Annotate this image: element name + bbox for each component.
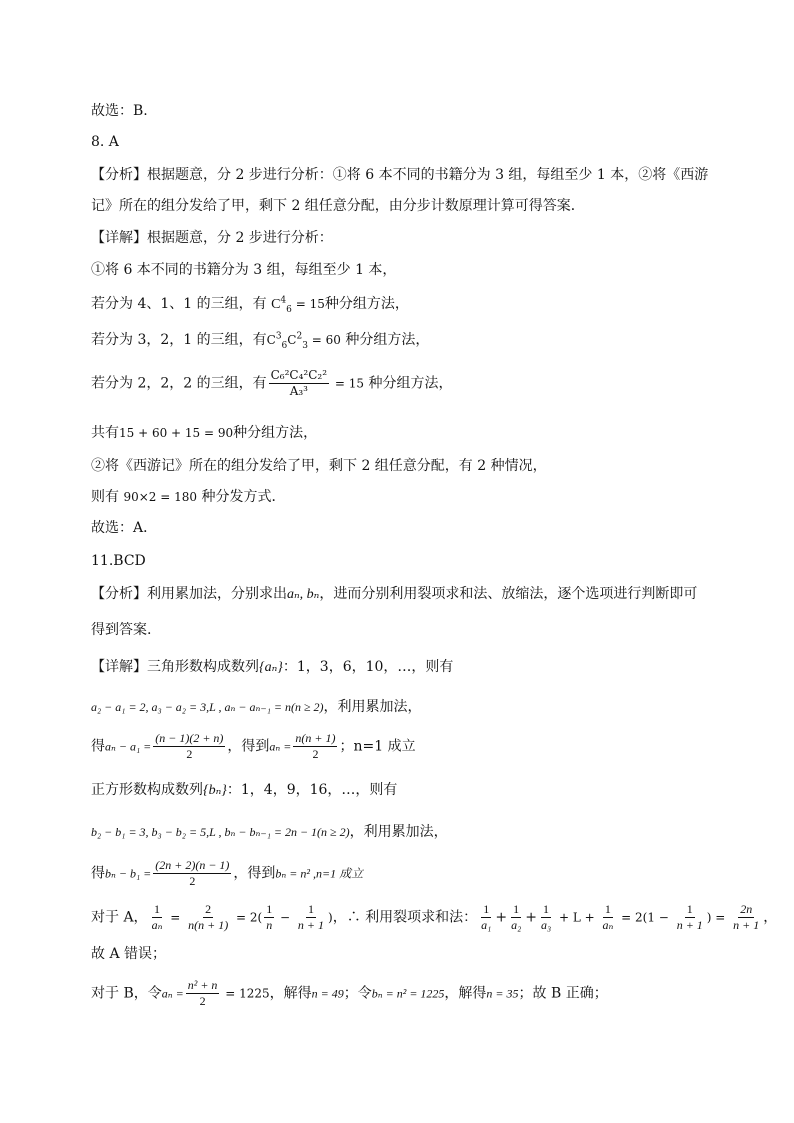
detail-8-line6: 共有15 + 60 + 15 = 90种分组方法， — [91, 425, 318, 441]
detail-8-line1: 【详解】根据题意，分 2 步进行分析： — [91, 230, 333, 246]
fraction: $\frac{1}{\text{a₁}}$ — [481, 902, 492, 932]
detail-11-line7: 对于 A， $\frac{1}{\text{aₙ}}$ = $\frac{2}{n(n + 1)}$ = 2( $\frac{1}{n}$ − $\frac{1}{n + 1}$ )，∴ 利用裂项求和法： $\frac{1}{\text{a₁}}$ + $\frac{1}{\text{a₂}}$ + $\frac{1}{\text{a₃}}$ + L + $\frac{1}{\text{aₙ}}$ = 2(1 − $\frac{1}{n + 1}$ ) = $\frac{2n}{n + 1}$ ， — [91, 902, 778, 932]
fraction: $\frac{\text{n² + n}}{2}$ — [187, 978, 218, 1008]
analysis-11-line2: 得到答案. — [91, 622, 152, 638]
fraction: $\frac{n(n + 1)}{2}$ — [295, 731, 336, 761]
detail-11-line3: 得aₙ − a₁ = $\frac{(n - 1)(2 + n)}{2}$ ，得到aₙ = $\frac{n(n + 1)}{2}$ ；n=1 成立 — [91, 731, 416, 761]
fraction: $\frac{2}{n(n + 1)}$ — [188, 902, 229, 932]
analysis-tag: 【分析】 — [91, 167, 147, 183]
detail-11-line8: 故 A 错误； — [91, 946, 167, 962]
fraction: $\frac{1}{\text{a₃}}$ — [540, 902, 552, 932]
detail-tag: 【详解】 — [91, 659, 147, 675]
question-11-heading: 11.BCD — [91, 553, 146, 569]
detail-tag: 【详解】 — [91, 230, 147, 246]
fraction: $\frac{1}{n + 1}$ — [297, 902, 325, 932]
detail-8-line3: 若分为 4、1、1 的三组，有 $C^4_6 = 15$种分组方法， — [91, 295, 409, 315]
fraction: $\frac{1}{\text{a₂}}$ — [511, 902, 522, 932]
fraction: $\frac{(2n + 2)(n - 1)}{2}$ — [155, 858, 230, 888]
question-8-heading: 8. A — [91, 134, 119, 150]
answer-a-line: 故选：A． — [91, 520, 158, 536]
detail-8-line5: 若分为 2，2，2 的三组，有 $\frac{\text{C₆²C₄²C₂²}}{\text{A₃³}}$ = 15 种分组方法， — [91, 368, 453, 398]
detail-8-line8: 则有 90×2 = 180 种分发方式． — [91, 489, 286, 505]
detail-11-line6: 得bₙ − b₁ = $\frac{(2n + 2)(n - 1)}{2}$ ，得到bₙ = n² ,n=1 成立 — [91, 858, 364, 888]
fraction: $\frac{1}{\text{aₙ}}$ — [151, 902, 163, 932]
fraction: $\frac{(n - 1)(2 + n)}{2}$ — [155, 731, 224, 761]
detail-11-line1: 【详解】三角形数构成数列{aₙ}：1，3，6，10，…，则有 — [91, 659, 454, 675]
analysis-11-line1: 【分析】利用累加法，分别求出aₙ, bₙ，进而分别利用裂项求和法、放缩法，逐个选项进行判断即可 — [91, 586, 698, 602]
analysis-8-line1: 【分析】根据题意，分 2 步进行分析：①将 6 本不同的书籍分为 3 组，每组至少 1 本，②将《西游 — [91, 167, 709, 183]
detail-11-line4: 正方形数构成数列{bₙ}：1，4，9，16，…，则有 — [91, 782, 398, 798]
detail-8-line4: 若分为 3，2，1 的三组，有$C^3_6C^2_3 = 60$ 种分组方法， — [91, 331, 430, 351]
analysis-tag: 【分析】 — [91, 586, 147, 602]
analysis-8-line2: 记》所在的组分发给了甲，剩下 2 组任意分配，由分步计数原理计算可得答案． — [91, 198, 585, 214]
detail-11-line2: a₂ − a₁ = 2, a₃ − a₂ = 3,L , aₙ − aₙ₋₁ = n(n ≥ 2)，利用累加法， — [91, 699, 422, 715]
detail-8-line2: ①将 6 本不同的书籍分为 3 组，每组至少 1 本， — [91, 262, 397, 278]
fraction: $\frac{1}{\text{aₙ}}$ — [602, 902, 614, 932]
detail-11-line9: 对于 B，令aₙ = $\frac{\text{n² + n}}{2}$ = 1225，解得n = 49；令bₙ = n² = 1225，解得n = 35；故 B 正确； — [91, 978, 608, 1008]
fraction: $\frac{1}{n + 1}$ — [676, 902, 703, 932]
fraction: $\frac{\text{C₆²C₄²C₂²}}{\text{A₃³}}$ — [270, 368, 328, 398]
detail-11-line5: b₂ − b₁ = 3, b₃ − b₂ = 5,L , bₙ − bₙ₋₁ = 2n − 1(n ≥ 2)，利用累加法， — [91, 824, 448, 840]
fraction: $\frac{2n}{n + 1}$ — [733, 902, 760, 932]
detail-8-line7: ②将《西游记》所在的组分发给了甲，剩下 2 组任意分配，有 2 种情况， — [91, 458, 547, 474]
answer-b-line: 故选：B. — [91, 103, 148, 119]
fraction: $\frac{1}{n}$ — [266, 902, 273, 932]
